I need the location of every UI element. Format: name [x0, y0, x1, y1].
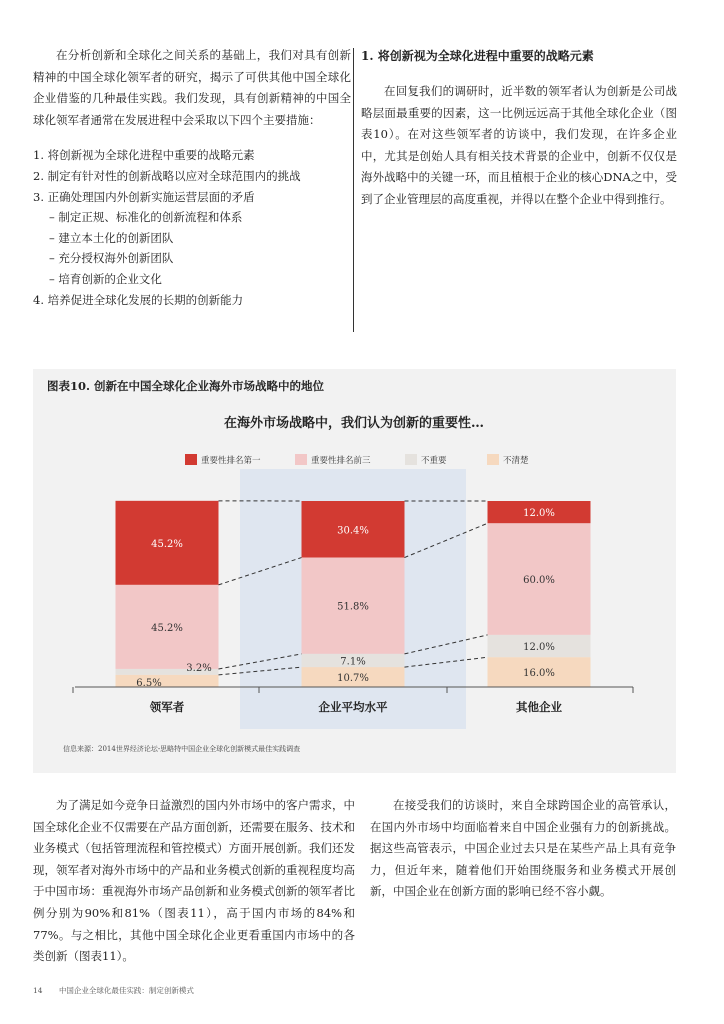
data-label: 45.2% — [151, 538, 183, 550]
bottom-right-paragraph: 在接受我们的访谈时，来自全球跨国企业的高管承认，在国内外市场中均面临着来自中国企业强有力的创新挑战。据这些高管表示，中国企业过去只是在某些产品上具有竞争力，但近年来，随着他们开始围绕服务和业务模式开展创新，中国企业在创新方面的影响已经不容小觑。 — [370, 798, 676, 899]
category-label: 企业平均水平 — [318, 700, 388, 714]
category-label: 其他企业 — [516, 700, 562, 714]
legend-swatch — [295, 454, 307, 465]
data-label: 12.0% — [523, 642, 555, 654]
section-heading: 1. 将创新视为全球化进程中重要的战略元素 — [361, 49, 594, 63]
legend-label: 重要性排名第一 — [201, 456, 261, 466]
bottom-left-paragraph: 为了满足如今竞争日益激烈的国内外市场中的客户需求，中国全球化企业不仅需要在产品方面创新，还需要在服务、技术和业务模式（包括管理流程和管控模式）方面开展创新。我们还发现，领军者对海外市场中的产品和业务模式创新的重视程度均高于中国市场：重视海外市场产品创新和业务模式创新的领军者比例分别为90%和81%（图表11），高于国内市场的84%和77%。与之相比，其他中国全球化企业更看重国内市场中的各类创新（图表11）。 — [33, 798, 355, 964]
measure-item: 3. 正确处理国内外创新实施运营层面的矛盾 — [33, 189, 255, 204]
left-column — [33, 45, 351, 310]
intro-paragraph: 在分析创新和全球化之间关系的基础上，我们对具有创新精神的中国全球化领军者的研究，揭示了可供其他中国全球化企业借鉴的几种最佳实践。我们发现，具有创新精神的中国全球化领军者通常在发展进程中会采取以下四个主要措施： — [33, 48, 351, 127]
source-note: 信息来源：2014世界经济论坛-思略特中国企业全球化创新模式最佳实践调查 — [63, 745, 301, 753]
stacked-bar-chart — [33, 369, 676, 773]
data-label: 7.1% — [340, 656, 366, 668]
measure-item: – 培育创新的企业文化 — [49, 271, 162, 286]
legend-swatch — [405, 454, 417, 465]
measure-item: – 制定正规、标准化的创新流程和体系 — [49, 210, 243, 225]
column-divider — [353, 48, 354, 332]
data-label: 30.4% — [337, 525, 369, 537]
data-label: 16.0% — [523, 668, 555, 680]
data-label: 12.0% — [523, 508, 555, 520]
legend-swatch — [185, 454, 197, 465]
measure-item: – 建立本土化的创新团队 — [49, 230, 174, 245]
measure-item: 1. 将创新视为全球化进程中重要的战略元素 — [33, 148, 255, 163]
bar-segment — [116, 675, 219, 687]
bottom-left-column — [33, 795, 355, 968]
legend-label: 重要性排名前三 — [311, 456, 371, 466]
legend-label: 不重要 — [421, 456, 447, 466]
data-label: 6.5% — [136, 678, 162, 689]
right-column — [361, 45, 677, 211]
data-label: 10.7% — [337, 673, 369, 685]
page-number: 14 — [33, 986, 43, 995]
measure-item: 2. 制定有针对性的创新战略以应对全球范围内的挑战 — [33, 168, 301, 183]
legend-swatch — [487, 454, 499, 465]
category-label: 领军者 — [149, 700, 185, 714]
data-label: 3.2% — [186, 662, 212, 674]
measure-item: – 充分授权海外创新团队 — [49, 251, 174, 266]
figure-10 — [33, 369, 676, 773]
figure-title: 图表10. 创新在中国全球化企业海外市场战略中的地位 — [47, 379, 325, 393]
footer-text: 中国企业全球化最佳实践：制定创新模式 — [58, 986, 194, 995]
legend-label: 不清楚 — [503, 456, 529, 466]
measure-item: 4. 培养促进全球化发展的长期的创新能力 — [33, 292, 244, 307]
chart-title: 在海外市场战略中，我们认为创新的重要性… — [223, 416, 485, 431]
data-label: 60.0% — [523, 575, 555, 587]
page-footer — [33, 985, 194, 996]
measures-list — [33, 145, 351, 310]
data-label: 51.8% — [337, 601, 369, 613]
data-label: 45.2% — [151, 622, 183, 634]
bottom-right-column — [370, 795, 676, 903]
section-paragraph: 在回复我们的调研时，近半数的领军者认为创新是公司战略层面最重要的因素，这一比例远远高于其他全球化企业（图表10）。在对这些领军者的访谈中，我们发现，在许多企业中，尤其是创始人具有相关技术背景的企业中，创新不仅仅是海外战略中的关键一环，而且植根于企业的核心DNA之中，受到了企业管理层的高度重视，并得以在整个企业中得到推行。 — [361, 84, 677, 206]
